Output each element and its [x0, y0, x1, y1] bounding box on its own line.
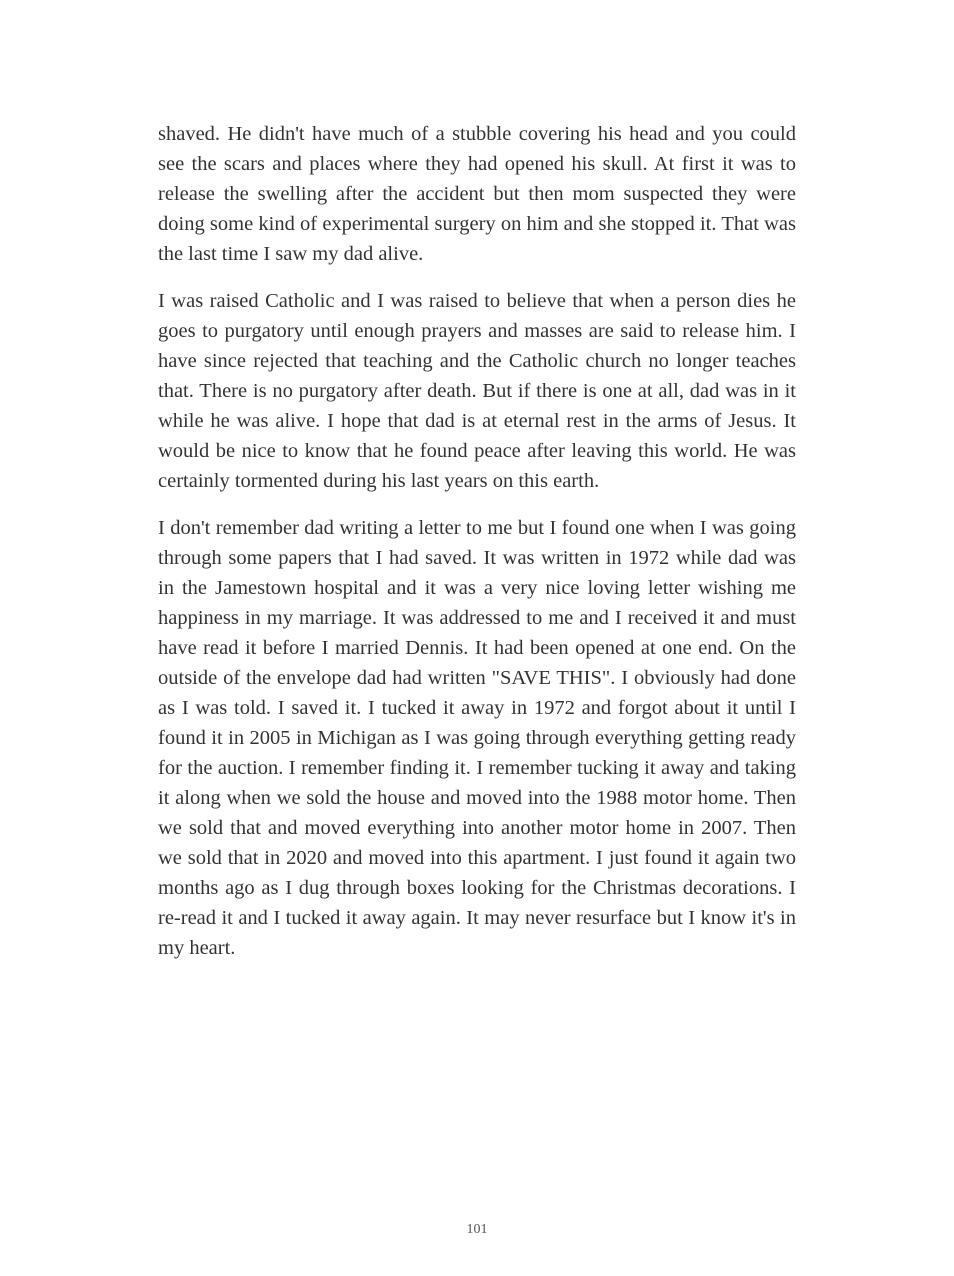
- paragraph-1: shaved. He didn't have much of a stubble covering his head and you could see the scars and places where they had opened his skull. At first it was to release the swelling after the accident but then mom suspected they were doing some kind of experimental surgery on him and she stopped it. That was the last time I saw my dad alive.: [158, 123, 796, 265]
- page-number: 101: [466, 1222, 488, 1237]
- paragraph-2: I was raised Catholic and I was raised to believe that when a person dies he goes to purgatory until enough prayers and masses are said to release him. I have since rejected that teaching and the Catholic church no longer teaches that. There is no purgatory after death. But if there is one at all, dad was in it while he was alive. I hope that dad is at eternal rest in the arms of Jesus. It would be nice to know that he found peace after leaving this world. He was certainly tormented during his last years on this earth.: [158, 290, 796, 492]
- paragraph-3: I don't remember dad writing a letter to me but I found one when I was going through some papers that I had saved. It was written in 1972 while dad was in the Jamestown hospital and it was a very nice loving letter wishing me happiness in my marriage. It was addressed to me and I received it and must have read it before I married Dennis. It had been opened at one end. On the outside of the envelope dad had written "SAVE THIS". I obviously had done as I was told. I saved it. I tucked it away in 1972 and forgot about it until I found it in 2005 in Michigan as I was going through everything getting ready for the auction. I remember finding it. I remember tucking it away and taking it along when we sold the house and moved into the 1988 motor home. Then we sold that and moved everything into another motor home in 2007. Then we sold that in 2020 and moved into this apartment. I just found it again two months ago as I dug through boxes looking for the Christmas decorations. I re-read it and I tucked it away again. It may never resurface but I know it's in my heart.: [158, 517, 796, 959]
- body-text: [158, 119, 796, 980]
